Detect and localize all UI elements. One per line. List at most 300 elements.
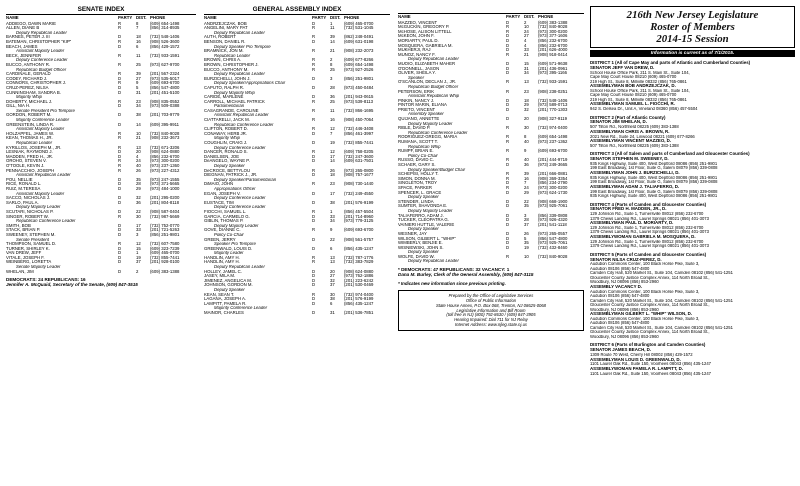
member-name: Majority Leader xyxy=(214,251,244,256)
member-dist: 5 xyxy=(524,235,527,241)
member-phone: (973) 539-8113 xyxy=(344,98,374,104)
roster-session: 2014-15 Session xyxy=(656,33,729,45)
office-address: Cape May Court House 08210 (609) 465-0700 xyxy=(590,75,677,80)
member-name: Policy Co-Chair xyxy=(214,232,244,237)
legislator-name: ASSEMBLY VACANCY D. xyxy=(590,283,643,289)
member-phone: (732) 383-7829 xyxy=(344,259,374,265)
member-phone: (201) 223-6242 xyxy=(344,277,374,283)
senate-rows xyxy=(6,22,196,275)
member-dist: 26 xyxy=(330,167,335,173)
member-dist: 36 xyxy=(136,199,141,205)
member-name: MADDEN, FRED H., JR. xyxy=(6,154,54,159)
member-dist: 37 xyxy=(330,282,335,288)
member-phone: (973) 247-1555 xyxy=(150,176,180,182)
member-party: R xyxy=(506,88,510,94)
member-dist: 13 xyxy=(136,144,141,150)
member-phone: (973) 762-1886 xyxy=(344,273,374,279)
member-name: PINKIN, NANCY J. xyxy=(398,98,435,103)
district-header: DISTRICT 6 (Parts of Burlington and Camden Counties) xyxy=(590,342,706,348)
member-name: BECK, JENNIFER xyxy=(6,53,42,58)
office-address: Audubon 08106 (856) 547-4800 xyxy=(590,266,650,271)
header-name: NAME xyxy=(204,16,217,20)
member-dist: 23 xyxy=(136,98,141,104)
member-name: Deputy Conference Leader xyxy=(214,145,266,150)
office-address: Woodbury, NJ 08096 (856) 853-2960 xyxy=(590,307,659,312)
member-party: D xyxy=(312,296,316,302)
member-phone: (201) 536-7851 xyxy=(344,310,374,315)
member-dist: 31 xyxy=(524,65,529,71)
office-address: School House Office Park, 211 S. Main St., Suite 104, xyxy=(590,88,690,93)
member-dist: 37 xyxy=(524,221,529,227)
member-name: VAINIERI HUTTLE, VALERIE xyxy=(398,222,455,227)
member-name: CODEY, RICHARD J. xyxy=(6,76,48,81)
member-phone: (973) 926-4320 xyxy=(538,217,568,223)
member-dist: 34 xyxy=(330,218,335,224)
member-name: GREENSTEIN, LINDA R. xyxy=(6,122,55,127)
member-party: D xyxy=(506,102,510,108)
member-party: D xyxy=(118,181,122,187)
member-name: Parliamentarian xyxy=(214,104,245,109)
member-party: R xyxy=(312,34,316,40)
member-party: R xyxy=(312,61,316,67)
member-phone: (973) 237-1360 xyxy=(150,163,180,168)
legislator-name: SENATOR FRED H. MADDEN, JR., D. xyxy=(590,206,667,212)
member-party: R xyxy=(506,125,510,131)
member-phone: (732) 987-5669 xyxy=(150,213,180,219)
legislator-name: SENATOR JAMES BEACH, D. xyxy=(590,347,652,353)
member-phone: (609) 654-1498 xyxy=(150,20,180,26)
member-name: Republican Leader xyxy=(214,53,251,58)
member-party: D xyxy=(312,236,316,242)
member-phone: (908) 561-5757 xyxy=(344,236,374,242)
member-dist: 1 xyxy=(136,250,139,256)
member-name: WIMBERLY, BENJIE E. xyxy=(398,241,443,246)
member-dist: 31 xyxy=(136,89,141,95)
member-name: SINGER, ROBERT W. xyxy=(6,214,49,219)
district-block xyxy=(590,203,795,249)
member-phone: (609) 693-6700 xyxy=(150,80,180,86)
member-dist: 30 xyxy=(524,125,529,131)
member-name: WHELAN, JIM xyxy=(6,269,34,274)
contact-line: State House Annex, P.O. Box 068, Trenton, NJ 08625-0068 xyxy=(435,302,547,308)
member-name: SMITH, BOB xyxy=(6,223,31,228)
member-party: R xyxy=(118,52,122,58)
member-dist: 22 xyxy=(330,236,335,242)
assembly-column-headers-continued xyxy=(398,13,584,20)
member-dist: 35 xyxy=(524,203,529,209)
member-dist: 6 xyxy=(136,43,139,49)
member-party: D xyxy=(506,65,510,71)
member-phone: (201) 626-4000 xyxy=(538,47,568,53)
legislator-name: SENATOR NILSA CRUZ-PEREZ, D. xyxy=(590,256,662,262)
member-party: D xyxy=(312,172,316,178)
member-party: D xyxy=(118,176,122,182)
member-phone: (609) 693-6700 xyxy=(344,227,374,233)
member-dist: 5 xyxy=(136,84,139,90)
assembly-rows xyxy=(204,22,390,316)
member-name: Assistant Majority Leader xyxy=(16,191,65,196)
member-dist: 38 xyxy=(330,296,335,302)
member-phone: (908) 757-1677 xyxy=(344,172,374,178)
member-phone: (201) 770-1303 xyxy=(538,106,568,112)
member-name: RUSSO, DAVID C. xyxy=(398,158,434,163)
member-party: D xyxy=(506,198,510,204)
member-name: McGUCKIN, GREGORY P. xyxy=(398,25,450,30)
member-party: D xyxy=(506,60,510,66)
member-phone: (856) 339-0808 xyxy=(538,212,568,218)
member-name: Deputy Speaker/Parliamentarian xyxy=(214,177,277,182)
district-block xyxy=(590,61,795,112)
member-name: MUNOZ, NANCY F. xyxy=(398,52,436,57)
member-row xyxy=(204,311,390,316)
member-dist: 26 xyxy=(524,230,529,236)
legislator-name: ASSEMBLYMAN ADAM J. TALIAFERRO, D. xyxy=(590,183,680,189)
office-address: Woodbury, NJ 08096 (856) 853-2960 xyxy=(590,280,659,285)
member-party: R xyxy=(312,117,316,123)
member-name: Republican Leader xyxy=(16,141,53,146)
member-party: D xyxy=(506,235,510,241)
member-name: Republican Budget Officer xyxy=(408,84,459,89)
member-name: McKEON, JOHN F. xyxy=(398,34,435,39)
member-party: R xyxy=(506,253,510,259)
member-party: D xyxy=(312,158,316,164)
member-name: STACK, BRIAN P. xyxy=(6,228,41,233)
member-phone: (732) 432-8460 xyxy=(538,244,568,250)
member-party: R xyxy=(312,291,316,297)
member-phone: (856) 429-1572 xyxy=(150,43,180,49)
member-dist: 25 xyxy=(330,66,335,72)
member-dist: 31 xyxy=(330,310,335,315)
member-party: R xyxy=(118,135,122,141)
member-party: D xyxy=(118,153,122,159)
member-phone: (732) 752-0770 xyxy=(150,222,180,228)
office-address: Gloucester County Justice Complex Annex, 114 North Broad St., xyxy=(590,303,710,308)
office-address: 219 High St., Suite 8, Millville 08332 (856) 765-0861 xyxy=(590,79,687,84)
member-party: R xyxy=(506,134,510,140)
member-name: LAMPITT, PAMELA R. xyxy=(204,301,247,306)
member-dist: 2 xyxy=(524,19,527,25)
member-phone: (908) 232-2073 xyxy=(344,48,374,54)
member-dist: 8 xyxy=(330,61,333,67)
member-party: R xyxy=(506,175,510,181)
member-party: D xyxy=(506,19,510,25)
member-phone: (201) 928-0100 xyxy=(150,259,180,265)
district-block xyxy=(590,116,795,149)
contact-line: Internet Address: www.njleg.state.nj.us xyxy=(455,321,527,327)
member-name: KYRILLOS, JOSEPH M., JR. xyxy=(6,145,62,150)
member-name: Deputy Republican Leader xyxy=(408,57,459,62)
member-party: R xyxy=(118,167,122,173)
office-address: 199 East Broadway, 1st Floor, Suite G, Salem 08079 (856) 339-0808 xyxy=(590,166,718,171)
member-name: BATEMAN, CHRISTOPHER "KIP" xyxy=(6,39,72,44)
member-party: R xyxy=(118,80,122,86)
member-party: R xyxy=(312,149,316,155)
member-dist: 39 xyxy=(330,34,335,40)
member-name: GIBLIN, THOMAS P. xyxy=(204,219,244,224)
office-address: Audubon 08106 (856) 547-4800 xyxy=(590,321,650,326)
member-name: BENSON, DANIEL R. xyxy=(204,39,246,44)
member-name: MOSQUERA, GABRIELA M. xyxy=(398,43,453,48)
office-address: 935 Kings Highway, Suite 400, West Deptford 08086 (856) 251-9801 xyxy=(590,175,718,180)
senate-secretary: Jennifer A. McQuaid, Secretary of the Senate, (609) 847-3515 xyxy=(6,282,138,288)
member-dist: 32 xyxy=(330,277,335,283)
office-address: 2021 New Rd., Suite 24, Linwood 08221 (609) 677-8266 xyxy=(590,134,695,139)
office-address: 129 Johnson Rd., Suite 1, Turnersville 08012 (856) 232-6700 xyxy=(590,225,704,230)
member-row xyxy=(6,270,196,275)
member-party: R xyxy=(312,126,316,132)
member-dist: 28 xyxy=(330,84,335,90)
member-party: D xyxy=(312,282,316,288)
header-dist: DIST. xyxy=(136,15,147,20)
member-phone: (856) 232-6700 xyxy=(150,153,180,159)
roster-by-district xyxy=(590,6,795,376)
member-name: MORIARTY, PAUL D. xyxy=(398,38,439,43)
assembly-column-headers xyxy=(204,16,390,21)
member-name: DiMAIO, JOHN xyxy=(204,182,234,187)
header-phone: PHONE xyxy=(538,14,554,19)
member-dist: 16 xyxy=(524,175,529,181)
member-name: THOMPSON, SAMUEL D. xyxy=(6,242,57,247)
member-party: R xyxy=(506,171,510,177)
office-address: 942 S. Delsea Dr., Unit A, Vineland 08360 (856) 457-5504 xyxy=(590,107,698,112)
member-phone: (856) 234-2790 xyxy=(538,180,568,186)
member-name: BUCCO, ANTHONY M. xyxy=(204,67,249,72)
member-party: D xyxy=(118,121,122,127)
legislator-name: ASSEMBLYMAN GILBERT L. "WHIP" WILSON, D. xyxy=(590,311,693,317)
member-party: D xyxy=(118,222,122,228)
senate-notes xyxy=(6,277,196,287)
member-dist: 22 xyxy=(136,208,141,214)
member-party: D xyxy=(118,250,122,256)
assembly-index-title: GENERAL ASSEMBLY INDEX xyxy=(204,6,390,15)
member-party: R xyxy=(312,208,316,214)
member-party: D xyxy=(118,84,122,90)
member-name: CARDINALE, GERALD xyxy=(6,72,51,77)
member-phone: (973) 927-2526 xyxy=(344,66,374,72)
member-name: WISNIEWSKI, JOHN S. xyxy=(398,245,444,250)
member-name: OLIVER, SHEILA Y. xyxy=(398,71,436,76)
member-name: Majority Whip xyxy=(16,95,43,100)
member-name: Deputy Republican Leader xyxy=(214,72,265,77)
member-party: D xyxy=(118,103,122,109)
member-name: ANGELINI, MARY PAT xyxy=(204,26,248,31)
district-block xyxy=(590,152,795,198)
member-name: PRIETO, VINCENT xyxy=(398,107,436,112)
member-party: R xyxy=(118,61,122,67)
member-name: GOVE, DIANNE C. xyxy=(204,228,241,233)
member-phone: (908) 668-1900 xyxy=(538,198,568,204)
senate-index-title: SENATE INDEX xyxy=(6,6,196,15)
member-dist: 23 xyxy=(330,181,335,187)
member-name: SIMON, DONNA M. xyxy=(398,176,436,181)
member-phone: (732) 840-9028 xyxy=(538,24,568,30)
member-party: D xyxy=(118,149,122,155)
member-name: AUTH, ROBERT xyxy=(204,35,236,40)
member-dist: 26 xyxy=(136,167,141,173)
member-name: Deputy Speaker xyxy=(214,288,245,293)
member-name: SCUTARI, NICHOLAS P. xyxy=(6,209,54,214)
member-phone: (973) 371-5665 xyxy=(150,181,180,187)
member-party: R xyxy=(118,98,122,104)
member-phone: (732) 840-9028 xyxy=(150,130,180,136)
member-name: SINGLETON, TROY xyxy=(398,181,437,186)
member-party: D xyxy=(118,254,122,260)
member-dist: 29 xyxy=(524,102,529,108)
member-name: GILL, NIA H. xyxy=(6,104,31,109)
member-name: EGAN, JOSEPH V. xyxy=(204,191,241,196)
member-party: R xyxy=(312,259,316,265)
office-address: Gloucester County Justice Complex Annex, 114 North Broad St., xyxy=(590,330,710,335)
member-name: RIBLE, DAVID P. xyxy=(398,126,431,131)
member-name: GARCIA, CARMELO G. xyxy=(204,214,250,219)
contact-line: Prepared by the Office of Legislative Services xyxy=(448,293,534,299)
member-party: D xyxy=(312,277,316,283)
member-party: R xyxy=(312,98,316,104)
member-name: ALLEN, DIANE B xyxy=(6,26,40,31)
member-dist: 21 xyxy=(136,135,141,141)
member-party: D xyxy=(312,273,316,279)
member-party: D xyxy=(118,195,122,201)
member-name: Senate President Pro Tempore xyxy=(16,108,75,113)
legislator-name: SENATOR JIM WHELAN, D. xyxy=(590,119,647,125)
member-dist: 10 xyxy=(136,130,141,136)
member-party: R xyxy=(118,25,122,31)
member-phone: (609) 323-7239 xyxy=(150,245,180,251)
office-address: 507 Tilton Rd., Northfield 08225 (609) 383-1388 xyxy=(590,143,679,148)
member-dist: 35 xyxy=(524,240,529,246)
member-party: R xyxy=(506,24,510,30)
assembly-notes xyxy=(398,267,584,277)
member-phone: (732) 855-7441 xyxy=(344,140,374,146)
office-address: 1101 Laurel Oak Rd., Suite 150, Voorhees 08043 (856) 435-1247 xyxy=(590,371,711,376)
member-name: Deputy Republican Leader xyxy=(214,30,265,35)
member-phone: (856) 457-5504 xyxy=(344,208,374,214)
member-name: Deputy Majority Leader xyxy=(16,205,61,210)
legislator-name: ASSEMBLYMAN VINCENT MAZZEO, D. xyxy=(590,138,672,144)
member-dist: 10 xyxy=(524,24,529,30)
member-party: D xyxy=(506,221,510,227)
member-name: RICE, RONALD L. xyxy=(6,182,42,187)
member-dist: 34 xyxy=(136,103,141,109)
member-party: D xyxy=(506,217,510,223)
member-party: D xyxy=(118,75,122,81)
member-name: Republican Budget Officer xyxy=(16,67,67,72)
member-phone: (908) 835-0552 xyxy=(150,98,180,104)
member-phone: (201) 721-5263 xyxy=(150,227,180,233)
member-name: PETERSON, ERIK xyxy=(398,89,435,94)
member-name: ADDIEGO, DAWN MARIE xyxy=(6,21,56,26)
member-name: CARIDE, MARLENE xyxy=(204,95,244,100)
office-address: Woodbury, NJ 08096 (856) 853-2960 xyxy=(590,334,659,339)
member-party: R xyxy=(312,66,316,72)
member-name: KEAN, SEAN T. xyxy=(204,292,235,297)
member-name: Deputy Speaker xyxy=(214,164,245,168)
member-party: D xyxy=(118,89,122,95)
member-name: Senate Majority Leader xyxy=(16,265,61,270)
member-name: CASAGRANDE, CAROLINE xyxy=(204,108,259,113)
member-dist: 38 xyxy=(330,199,335,205)
member-name: CONAWAY, HERB JR. xyxy=(204,131,247,136)
member-name: JOHNSON, GORDON M. xyxy=(204,283,253,288)
district-header: DISTRICT 4 (Parts of Camden and Gloucester Counties) xyxy=(590,201,707,207)
member-party: D xyxy=(506,240,510,246)
member-name: Speaker xyxy=(408,75,425,80)
member-name: COUGHLIN, CRAIG J. xyxy=(204,141,248,146)
member-party: D xyxy=(506,162,510,167)
member-party: D xyxy=(506,189,510,195)
member-name: WOLFE, DAVID W. xyxy=(398,254,435,259)
district-block xyxy=(590,343,795,376)
member-phone: (856) 435-1247 xyxy=(344,245,374,251)
member-dist: 25 xyxy=(330,98,335,104)
senate-party-counts: DEMOCRATS: 24 REPUBLICANS: 16 xyxy=(6,277,86,283)
member-phone: (973) 535-5017 xyxy=(150,75,180,81)
member-name: Assistant Republican Whip xyxy=(408,94,460,99)
member-dist: 20 xyxy=(136,149,141,155)
header-phone: PHONE xyxy=(344,15,360,20)
district-header: DISTRICT 1 (All of Cape May and parts of Atlantic and Cumberland Counties) xyxy=(590,60,751,65)
member-name: Policy Co-Chair xyxy=(408,153,438,158)
member-name: DIEGNAN, PATRICK J., JR. xyxy=(204,173,258,178)
member-phone: (732) 548-1406 xyxy=(150,34,180,40)
district-block xyxy=(590,253,795,340)
member-name: OROHO, STEVEN V. xyxy=(6,159,47,164)
member-dist: 2 xyxy=(330,57,333,63)
member-party: D xyxy=(312,300,316,306)
member-dist: 25 xyxy=(136,61,141,67)
office-address: Audubon 08106 (856) 547-4800 xyxy=(590,294,650,299)
member-party: R xyxy=(506,139,510,145)
member-phone: (609) 693-6700 xyxy=(538,148,568,154)
member-party: D xyxy=(312,84,316,90)
office-address: 935 Kings Highway, Suite 400, West Deptford 08086 (856) 251-9801 xyxy=(590,194,718,199)
member-party: R xyxy=(506,148,510,154)
member-name: BUCCO, ANTHONY R. xyxy=(6,62,51,67)
member-phone: (732) 671-3206 xyxy=(150,144,180,150)
legislator-name: ASSEMBLYWOMAN GABRIELA M. MOSQUERA, D. xyxy=(590,233,696,239)
member-phone: (609) 758-0205 xyxy=(344,149,374,155)
member-phone: (856) 232-6700 xyxy=(538,42,568,48)
member-dist: 22 xyxy=(524,198,529,204)
member-phone: (908) 624-0880 xyxy=(344,268,374,274)
header-dist: DIST. xyxy=(524,14,535,19)
member-phone: (973) 484-1000 xyxy=(150,185,180,191)
member-name: Deputy Republican Leader xyxy=(16,30,67,35)
member-name: Assistant Majority Leader xyxy=(16,49,65,54)
member-name: Assembly Speaker xyxy=(408,112,444,117)
office-address: 219 High St., Suite 8, Millville 08332 (856) 765-0861 xyxy=(590,97,687,102)
member-dist: 29 xyxy=(136,185,141,191)
district-header: DISTRICT 2 (Part of Atlantic County) xyxy=(590,114,666,120)
member-phone: (908) 232-3673 xyxy=(150,135,180,141)
member-party: D xyxy=(506,230,510,236)
member-party: D xyxy=(506,37,510,43)
member-party: R xyxy=(118,38,122,44)
member-dist: 3 xyxy=(330,75,333,81)
member-phone: (973) 237-1362 xyxy=(538,139,568,145)
contact-line: Legislative Information and Bill Room xyxy=(456,307,526,313)
member-dist: 21 xyxy=(330,48,335,54)
member-dist: 15 xyxy=(136,245,141,251)
member-phone: (732) 974-0400 xyxy=(344,291,374,297)
member-dist: 8 xyxy=(524,134,527,140)
member-name: BRAMNICK, JON M. xyxy=(204,49,244,54)
member-dist: 19 xyxy=(330,140,335,146)
member-dist: 6 xyxy=(330,300,333,306)
member-dist: 36 xyxy=(524,162,529,167)
member-phone: (973) 300-0200 xyxy=(150,158,180,164)
member-party: D xyxy=(312,153,316,159)
